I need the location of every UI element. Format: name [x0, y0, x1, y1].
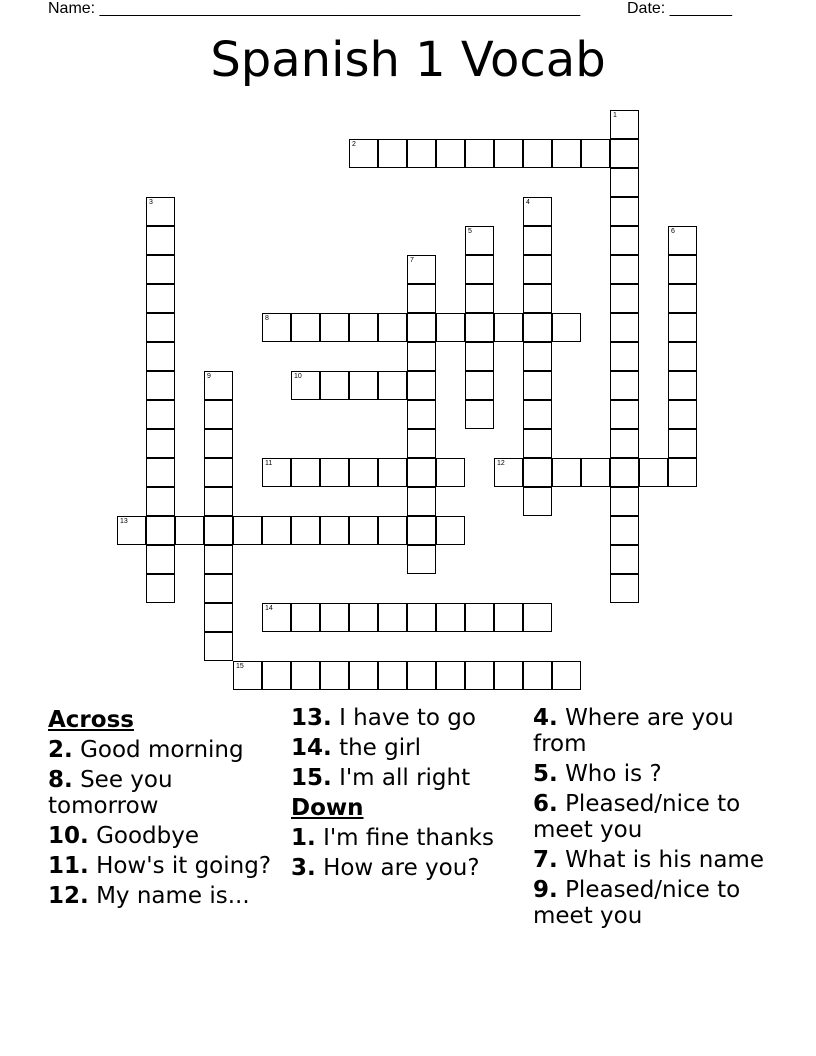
name-field-label: Name: ______________________________________________________ — [48, 0, 581, 17]
grid-cell[interactable] — [610, 313, 639, 342]
clue-down-5: 5. Who is ? — [533, 761, 662, 787]
grid-cell[interactable] — [436, 603, 465, 632]
grid-cell[interactable] — [146, 342, 175, 371]
grid-cell[interactable] — [146, 371, 175, 400]
grid-cell[interactable] — [407, 342, 436, 371]
grid-cell[interactable] — [349, 516, 378, 545]
grid-cell[interactable] — [436, 313, 465, 342]
grid-cell[interactable] — [552, 139, 581, 168]
down-heading: Down — [291, 795, 364, 821]
grid-cell[interactable] — [146, 400, 175, 429]
grid-cell[interactable] — [610, 139, 639, 168]
cell-number: 14 — [265, 605, 273, 612]
grid-cell[interactable] — [204, 429, 233, 458]
grid-cell[interactable] — [262, 313, 291, 342]
grid-cell[interactable] — [436, 516, 465, 545]
grid-cell[interactable] — [204, 632, 233, 661]
grid-cell[interactable] — [465, 313, 494, 342]
cell-number: 8 — [265, 315, 269, 322]
clue-down-9: 9. Pleased/nice to meet you — [533, 877, 741, 929]
cell-number: 10 — [294, 373, 302, 380]
grid-cell[interactable] — [146, 458, 175, 487]
grid-cell[interactable] — [407, 545, 436, 574]
grid-cell[interactable] — [668, 313, 697, 342]
grid-cell[interactable] — [668, 371, 697, 400]
grid-cell[interactable] — [523, 284, 552, 313]
grid-cell[interactable] — [320, 371, 349, 400]
grid-cell[interactable] — [204, 487, 233, 516]
grid-cell[interactable] — [407, 313, 436, 342]
grid-cell[interactable] — [668, 226, 697, 255]
grid-cell[interactable] — [262, 516, 291, 545]
grid-cell[interactable] — [204, 371, 233, 400]
grid-cell[interactable] — [610, 458, 639, 487]
clue-across-8: 8. See you tomorrow — [48, 767, 173, 819]
grid-cell[interactable] — [291, 603, 320, 632]
clue-down-6: 6. Pleased/nice to meet you — [533, 791, 741, 843]
grid-cell[interactable] — [349, 139, 378, 168]
grid-cell[interactable] — [407, 458, 436, 487]
grid-cell[interactable] — [610, 487, 639, 516]
clue-across-12: 12. My name is... — [48, 883, 250, 909]
grid-cell[interactable] — [407, 487, 436, 516]
cell-number: 3 — [149, 199, 153, 206]
grid-cell[interactable] — [117, 516, 146, 545]
grid-cell[interactable] — [523, 400, 552, 429]
grid-cell[interactable] — [146, 429, 175, 458]
grid-cell[interactable] — [465, 603, 494, 632]
grid-cell[interactable] — [465, 226, 494, 255]
grid-cell[interactable] — [610, 110, 639, 139]
grid-cell[interactable] — [552, 313, 581, 342]
grid-cell[interactable] — [668, 255, 697, 284]
grid-cell[interactable] — [494, 661, 523, 690]
grid-cell[interactable] — [146, 487, 175, 516]
grid-cell[interactable] — [610, 342, 639, 371]
clue-down-4: 4. Where are you from — [533, 705, 734, 757]
grid-cell[interactable] — [610, 197, 639, 226]
grid-cell[interactable] — [204, 603, 233, 632]
grid-cell[interactable] — [523, 197, 552, 226]
grid-cell[interactable] — [465, 139, 494, 168]
grid-cell[interactable] — [378, 603, 407, 632]
grid-cell[interactable] — [552, 661, 581, 690]
across-heading: Across — [48, 707, 134, 733]
cell-number: 1 — [613, 112, 617, 119]
grid-cell[interactable] — [465, 284, 494, 313]
grid-cell[interactable] — [349, 371, 378, 400]
grid-cell[interactable] — [552, 458, 581, 487]
clue-down-3: 3. How are you? — [291, 855, 480, 881]
grid-cell[interactable] — [320, 603, 349, 632]
grid-cell[interactable] — [146, 516, 175, 545]
grid-cell[interactable] — [204, 458, 233, 487]
grid-cell[interactable] — [668, 429, 697, 458]
grid-cell[interactable] — [204, 574, 233, 603]
grid-cell[interactable] — [378, 313, 407, 342]
grid-cell[interactable] — [668, 458, 697, 487]
cell-number: 2 — [352, 141, 356, 148]
grid-cell[interactable] — [523, 487, 552, 516]
grid-cell[interactable] — [320, 313, 349, 342]
clue-down-7: 7. What is his name — [533, 847, 764, 873]
grid-cell[interactable] — [262, 458, 291, 487]
grid-cell[interactable] — [146, 255, 175, 284]
grid-cell[interactable] — [668, 400, 697, 429]
grid-cell[interactable] — [407, 400, 436, 429]
grid-cell[interactable] — [523, 429, 552, 458]
grid-cell[interactable] — [610, 168, 639, 197]
grid-cell[interactable] — [523, 139, 552, 168]
grid-cell[interactable] — [291, 458, 320, 487]
grid-cell[interactable] — [349, 313, 378, 342]
cell-number: 11 — [265, 460, 273, 467]
grid-cell[interactable] — [436, 139, 465, 168]
grid-cell[interactable] — [639, 458, 668, 487]
grid-cell[interactable] — [146, 313, 175, 342]
grid-cell[interactable] — [494, 458, 523, 487]
grid-cell[interactable] — [610, 284, 639, 313]
grid-cell[interactable] — [523, 226, 552, 255]
grid-cell[interactable] — [378, 516, 407, 545]
grid-cell[interactable] — [465, 400, 494, 429]
grid-cell[interactable] — [465, 342, 494, 371]
grid-cell[interactable] — [610, 545, 639, 574]
grid-cell[interactable] — [523, 661, 552, 690]
grid-cell[interactable] — [407, 371, 436, 400]
grid-cell[interactable] — [320, 458, 349, 487]
cell-number: 13 — [120, 518, 128, 525]
grid-cell[interactable] — [523, 371, 552, 400]
grid-cell[interactable] — [668, 284, 697, 313]
cell-number: 4 — [526, 199, 530, 206]
grid-cell[interactable] — [407, 255, 436, 284]
grid-cell[interactable] — [465, 371, 494, 400]
grid-cell[interactable] — [610, 574, 639, 603]
grid-cell[interactable] — [436, 661, 465, 690]
clue-column-2 — [291, 705, 526, 885]
grid-cell[interactable] — [581, 139, 610, 168]
grid-cell[interactable] — [291, 313, 320, 342]
cell-number: 15 — [236, 663, 244, 670]
clue-column-3 — [533, 705, 768, 933]
grid-cell[interactable] — [523, 458, 552, 487]
grid-cell[interactable] — [262, 661, 291, 690]
grid-cell[interactable] — [407, 603, 436, 632]
grid-cell[interactable] — [146, 545, 175, 574]
cell-number: 5 — [468, 228, 472, 235]
grid-cell[interactable] — [407, 139, 436, 168]
grid-cell[interactable] — [407, 516, 436, 545]
grid-cell[interactable] — [291, 516, 320, 545]
grid-cell[interactable] — [610, 516, 639, 545]
clue-across-14: 14. the girl — [291, 735, 421, 761]
clue-column-1 — [48, 705, 283, 913]
grid-cell[interactable] — [378, 458, 407, 487]
clue-across-2: 2. Good morning — [48, 737, 244, 763]
date-field-label: Date: _______ — [627, 0, 732, 17]
grid-cell[interactable] — [146, 197, 175, 226]
grid-cell[interactable] — [204, 516, 233, 545]
grid-cell[interactable] — [146, 284, 175, 313]
grid-cell[interactable] — [407, 661, 436, 690]
page-title: Spanish 1 Vocab — [210, 32, 606, 88]
cell-number: 7 — [410, 257, 414, 264]
grid-cell[interactable] — [465, 661, 494, 690]
grid-cell[interactable] — [523, 313, 552, 342]
grid-cell[interactable] — [262, 603, 291, 632]
clue-across-11: 11. How's it going? — [48, 853, 272, 879]
grid-cell[interactable] — [494, 603, 523, 632]
grid-cell[interactable] — [465, 255, 494, 284]
grid-cell[interactable] — [378, 371, 407, 400]
grid-cell[interactable] — [291, 371, 320, 400]
grid-cell[interactable] — [204, 400, 233, 429]
grid-cell[interactable] — [378, 661, 407, 690]
grid-cell[interactable] — [175, 516, 204, 545]
grid-cell[interactable] — [349, 603, 378, 632]
clue-across-13: 13. I have to go — [291, 705, 476, 731]
grid-cell[interactable] — [523, 603, 552, 632]
grid-cell[interactable] — [407, 429, 436, 458]
clue-down-1: 1. I'm fine thanks — [291, 825, 494, 851]
grid-cell[interactable] — [233, 516, 262, 545]
grid-cell[interactable] — [349, 458, 378, 487]
grid-cell[interactable] — [494, 139, 523, 168]
grid-cell[interactable] — [581, 458, 610, 487]
grid-cell[interactable] — [668, 342, 697, 371]
grid-cell[interactable] — [291, 661, 320, 690]
grid-cell[interactable] — [378, 139, 407, 168]
grid-cell[interactable] — [610, 429, 639, 458]
grid-cell[interactable] — [436, 458, 465, 487]
clue-across-10: 10. Goodbye — [48, 823, 199, 849]
grid-cell[interactable] — [610, 400, 639, 429]
clue-across-15: 15. I'm all right — [291, 765, 471, 791]
grid-cell[interactable] — [407, 284, 436, 313]
grid-cell[interactable] — [523, 342, 552, 371]
grid-cell[interactable] — [204, 545, 233, 574]
grid-cell[interactable] — [610, 255, 639, 284]
grid-cell[interactable] — [610, 226, 639, 255]
grid-cell[interactable] — [146, 226, 175, 255]
cell-number: 6 — [671, 228, 675, 235]
grid-cell[interactable] — [146, 574, 175, 603]
grid-cell[interactable] — [320, 661, 349, 690]
grid-cell[interactable] — [233, 661, 262, 690]
grid-cell[interactable] — [523, 255, 552, 284]
cell-number: 12 — [497, 460, 505, 467]
grid-cell[interactable] — [610, 371, 639, 400]
cell-number: 9 — [207, 373, 211, 380]
grid-cell[interactable] — [349, 661, 378, 690]
grid-cell[interactable] — [494, 313, 523, 342]
grid-cell[interactable] — [320, 516, 349, 545]
